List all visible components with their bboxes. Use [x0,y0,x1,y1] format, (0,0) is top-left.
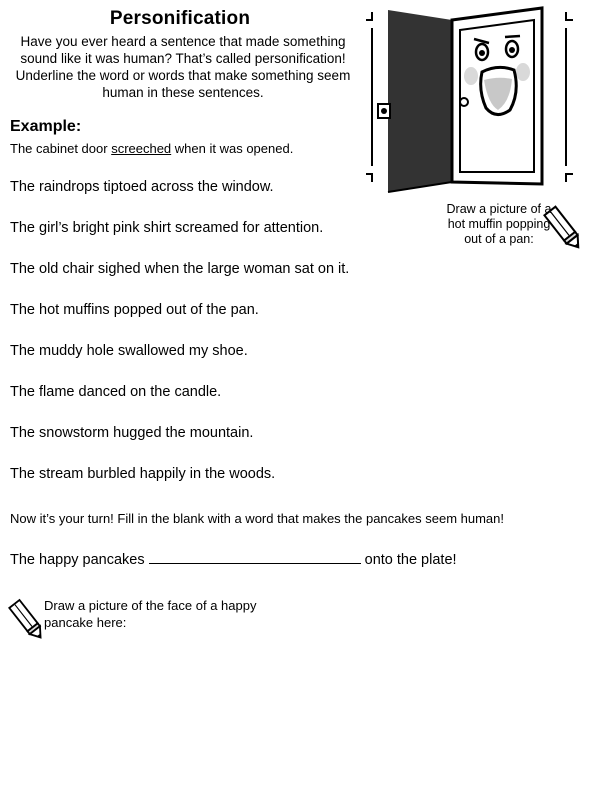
sentence-item: The raindrops tiptoed across the window. [10,179,274,195]
example-sentence [10,141,293,156]
sentence-item: The snowstorm hugged the mountain. [10,425,254,441]
fill-in-after-text: onto the plate! [364,552,457,568]
example-sentence-after: when it was opened. [171,141,294,156]
example-sentence-underlined: screeched [111,141,172,156]
fill-in-before-text: The happy pancakes [10,552,145,568]
example-label: Example: [10,118,82,135]
your-turn-prompt: Now it’s your turn! Fill in the blank with a word that makes the pancakes seem human! [10,511,504,526]
sentence-item: The flame danced on the candle. [10,384,222,400]
blank-answer-field[interactable] [149,549,361,564]
example-sentence-before: The cabinet door [10,141,112,156]
fill-in-the-blank-line [10,549,457,568]
draw-right-prompt: Draw a picture of a hot muffin popping out of a pan: [446,202,552,246]
sentence-item: The girl’s bright pink shirt screamed for attention. [10,220,324,236]
draw-bottom-prompt: Draw a picture of the face of a happy pancake here: [44,598,257,630]
sentence-item: The old chair sighed when the large woman sat on it. [10,261,350,277]
page-title: Personification [109,8,251,29]
open-door-illustration [360,6,595,196]
door-svg [360,6,595,196]
sentence-item: The hot muffins popped out of the pan. [10,302,259,318]
sentence-item: The stream burbled happily in the woods. [10,466,276,482]
sentence-item: The muddy hole swallowed my shoe. [10,343,248,359]
intro-paragraph: Have you ever heard a sentence that made something sound like it was human? That’s called personification! Underline the word or words that make something seem human in these sentences. [15,34,351,100]
